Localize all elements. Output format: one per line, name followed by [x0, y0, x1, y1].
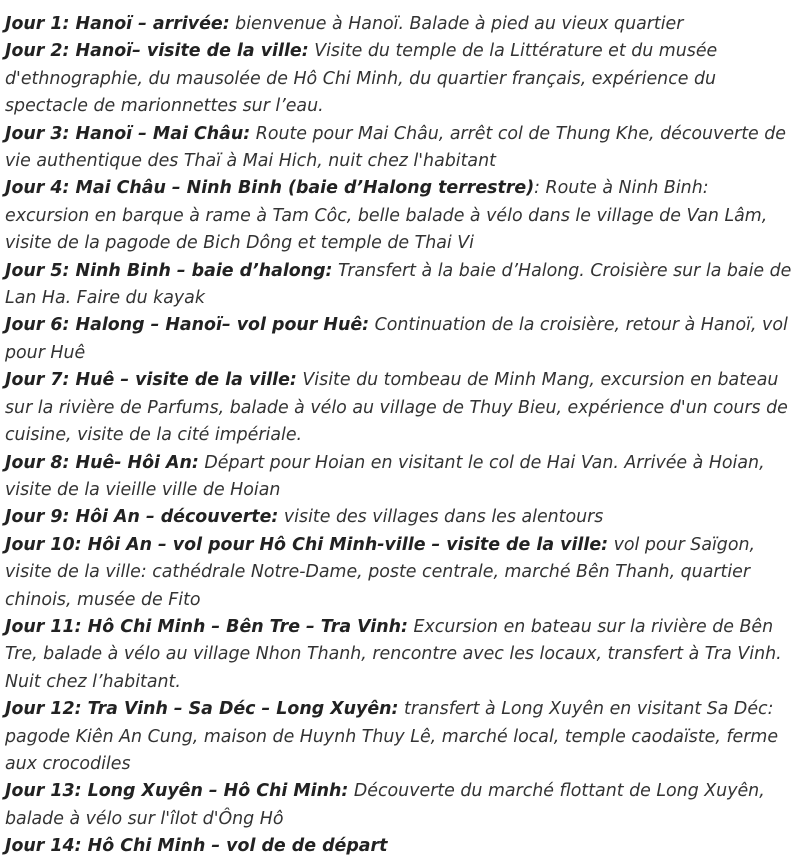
day-description: Découverte du marché flottant de Long Xuyên, balade à vélo sur l'îlot d'Ông Hô	[5, 781, 765, 829]
day-5	[5, 258, 795, 313]
day-title: Jour 12: Tra Vinh – Sa Déc – Long Xuyên:	[5, 699, 399, 720]
day-title: Jour 2: Hanoï– visite de la ville:	[5, 41, 309, 62]
day-title: Jour 4: Mai Châu – Ninh Binh (baie d’Halong terrestre)	[5, 178, 535, 199]
day-title: Jour 6: Halong – Hanoï– vol pour Huê:	[5, 315, 370, 336]
day-description: visite des villages dans les alentours	[278, 507, 604, 528]
day-description: bienvenue à Hanoï. Balade à pied au vieux quartier	[229, 14, 684, 34]
day-title: Jour 14: Hô Chi Minh – vol de de départ	[5, 836, 388, 857]
day-description: Excursion en bateau sur la rivière de Bên Tre, balade à vélo au village Nhon Thanh, rencontre avec les locaux, transfert à Tra Vinh. Nuit chez l’habitant.	[5, 616, 782, 692]
day-7	[5, 367, 795, 449]
day-description: Visite du temple de la Littérature et du musée d'ethnographie, du mausolée de Hô Chi Minh, du quartier français, expérience du spectacle de marionnettes sur l’eau.	[5, 41, 718, 117]
day-4	[5, 175, 795, 257]
day-1	[5, 11, 795, 38]
day-description: Continuation de la croisière, retour à Hanoï, vol pour Huê	[5, 315, 788, 363]
day-2	[5, 38, 795, 120]
day-title: Jour 13: Long Xuyên – Hô Chi Minh:	[5, 781, 349, 802]
day-title: Jour 8: Huê- Hôi An:	[5, 452, 199, 473]
day-title: Jour 7: Huê – visite de la ville:	[5, 370, 297, 391]
day-6	[5, 312, 795, 367]
day-title: Jour 3: Hanoï – Mai Châu:	[5, 123, 251, 144]
day-title: Jour 10: Hôi An – vol pour Hô Chi Minh-ville – visite de la ville:	[5, 534, 609, 555]
day-9	[5, 504, 795, 531]
day-12	[5, 696, 795, 778]
day-3	[5, 121, 795, 176]
day-10	[5, 532, 795, 614]
day-description: Route pour Mai Châu, arrêt col de Thung Khe, découverte de vie authentique des Thaï à Mai Hich, nuit chez l'habitant	[5, 123, 786, 172]
day-title: Jour 9: Hôi An – découverte:	[5, 507, 279, 528]
day-11	[5, 614, 795, 696]
day-description: transfert à Long Xuyên en visitant Sa Déc: pagode Kiên An Cung, maison de Huynh Thuy Lê, marché local, temple caodaïste, ferme aux crocodiles	[5, 699, 779, 774]
itinerary-list	[5, 11, 795, 861]
day-title: Jour 1: Hanoï – arrivée:	[5, 14, 230, 34]
day-description: : Route à Ninh Binh: excursion en barque à rame à Tam Côc, belle balade à vélo dans le village de Van Lâm, visite de la pagode de Bich Dông et temple de Thai Vi	[5, 178, 768, 254]
day-8	[5, 450, 795, 505]
day-description: Visite du tombeau de Minh Mang, excursion en bateau sur la rivière de Parfums, balade à vélo au village de Thuy Bieu, expérience d'un cours de cuisine, visite de la cité impériale.	[5, 370, 788, 446]
day-description: vol pour Saïgon, visite de la ville: cathédrale Notre-Dame, poste centrale, marché Bên Thanh, quartier chinois, musée de Fito	[5, 534, 756, 610]
day-description: Départ pour Hoian en visitant le col de Hai Van. Arrivée à Hoian, visite de la vieille ville de Hoian	[5, 452, 765, 500]
day-13	[5, 778, 795, 833]
day-title: Jour 11: Hô Chi Minh – Bên Tre – Tra Vinh:	[5, 616, 408, 637]
day-14	[5, 833, 795, 860]
day-description: Transfert à la baie d’Halong. Croisière sur la baie de Lan Ha. Faire du kayak	[5, 260, 792, 309]
day-title: Jour 5: Ninh Binh – baie d’halong:	[5, 260, 333, 281]
